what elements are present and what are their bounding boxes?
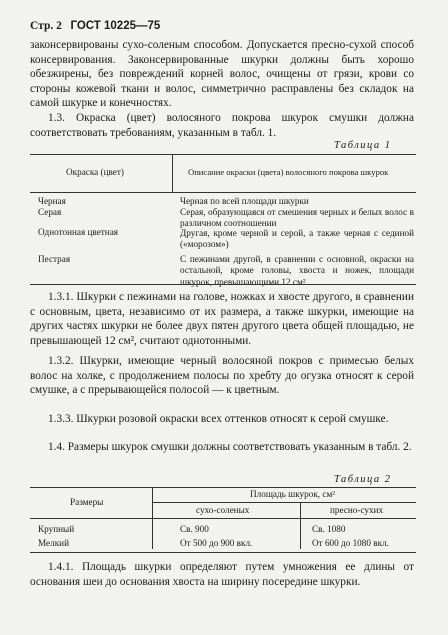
table2-divider-2 <box>300 502 301 549</box>
table1-row-desc: С пежинами другой, в сравнении с основной, окраски на остальной, кроме головы, хвоста и ножек, площади шкурок, превышающими 12 см² <box>180 254 414 287</box>
table2-head-dry-salted: сухо-соленых <box>196 505 250 515</box>
table1-row-name: Однотонная цветная <box>38 227 119 237</box>
table2-top-rule <box>30 487 416 488</box>
table1-bottom-rule <box>30 284 416 285</box>
table2-caption: Таблица 2 <box>334 474 392 485</box>
table2-subhead-rule <box>152 502 416 503</box>
standard-number: ГОСТ 10225—75 <box>70 20 161 32</box>
table2-row-name: Крупный <box>38 524 75 534</box>
page-number: Стр. 2 <box>30 20 62 32</box>
paragraph-1-3: 1.3. Окраска (цвет) волосяного покрова шкурок смушки должна соответствовать требованиям, указанным в табл. 1. <box>30 112 414 139</box>
table2-bottom-rule <box>30 552 416 553</box>
table2-cell-fresh-dry: От 600 до 1080 вкл. <box>312 538 389 548</box>
table2-cell-dry-salted: От 500 до 900 вкл. <box>180 538 253 548</box>
paragraph-1-3-1: 1.3.1. Шкурки с пежинами на голове, ножках и хвосте другого, в сравнении с основным, цвета, независимо от их размера, а также шкурки, имеющие на других частях шкурки не более двух пятен другого цвета общей площадью, не превышающей 12 см², считают однотонными. <box>30 291 414 347</box>
page-header <box>30 20 160 32</box>
paragraph-1-3-2: 1.3.2. Шкурки, имеющие черный волосяной покров с примесью белых волос на холке, с продолжением полосы по хребту до огузка относят к серой смушке, а с прерывающейся полосой — к цветным. <box>30 355 414 396</box>
table1-row-name: Серая <box>38 207 62 217</box>
table2-head-fresh-dry: пресно-сухих <box>330 505 384 515</box>
table1-row-name: Пестрая <box>38 254 71 264</box>
table1-row-name: Черная <box>38 196 66 206</box>
table2-row-name: Мелкий <box>38 538 70 548</box>
table2-head-rule <box>30 518 416 519</box>
table1-head-rule <box>30 192 416 193</box>
table2-head-area: Площадь шкурок, см² <box>250 489 336 499</box>
table1-row-desc: Другая, кроме черной и серой, а также черная с сединой («морозом») <box>180 228 414 250</box>
table1-head-description: Описание окраски (цвета) волосяного покрова шкурок <box>188 167 389 177</box>
paragraph-intro: законсервированы сухо-соленым способом. Допускается пресно-сухой способ консервирования. Законсервированные шкурки должны быть хорошо обезжирены, без повреждений корней волос, очищены от грязи, крови со стороны кожевой ткани и волос, симметрично расправлены без складок на самой шкурке и конечностях. <box>30 39 414 109</box>
table2-cell-dry-salted: Св. 900 <box>180 524 209 534</box>
table1-head-color: Окраска (цвет) <box>66 167 124 177</box>
paragraph-1-4: 1.4. Размеры шкурок смушки должны соответствовать указанным в табл. 2. <box>48 441 412 453</box>
table1-top-rule <box>30 154 416 155</box>
table1-row-desc: Серая, образующаяся от смешения черных и белых волос в различном соотношении <box>180 207 414 229</box>
table2-head-sizes: Размеры <box>70 497 104 507</box>
table1-row-desc: Черная по всей площади шкурки <box>180 196 309 206</box>
paragraph-1-3-3: 1.3.3. Шкурки розовой окраски всех оттенков относят к серой смушке. <box>48 413 389 425</box>
table1-head-divider <box>172 154 173 192</box>
paragraph-1-4-1: 1.4.1. Площадь шкурки определяют путем умножения ее длины от основания шеи до основания хвоста на ширину посередине шкурки. <box>30 561 414 588</box>
table2-cell-fresh-dry: Св. 1080 <box>312 524 346 534</box>
table1-caption: Таблица 1 <box>334 140 392 151</box>
